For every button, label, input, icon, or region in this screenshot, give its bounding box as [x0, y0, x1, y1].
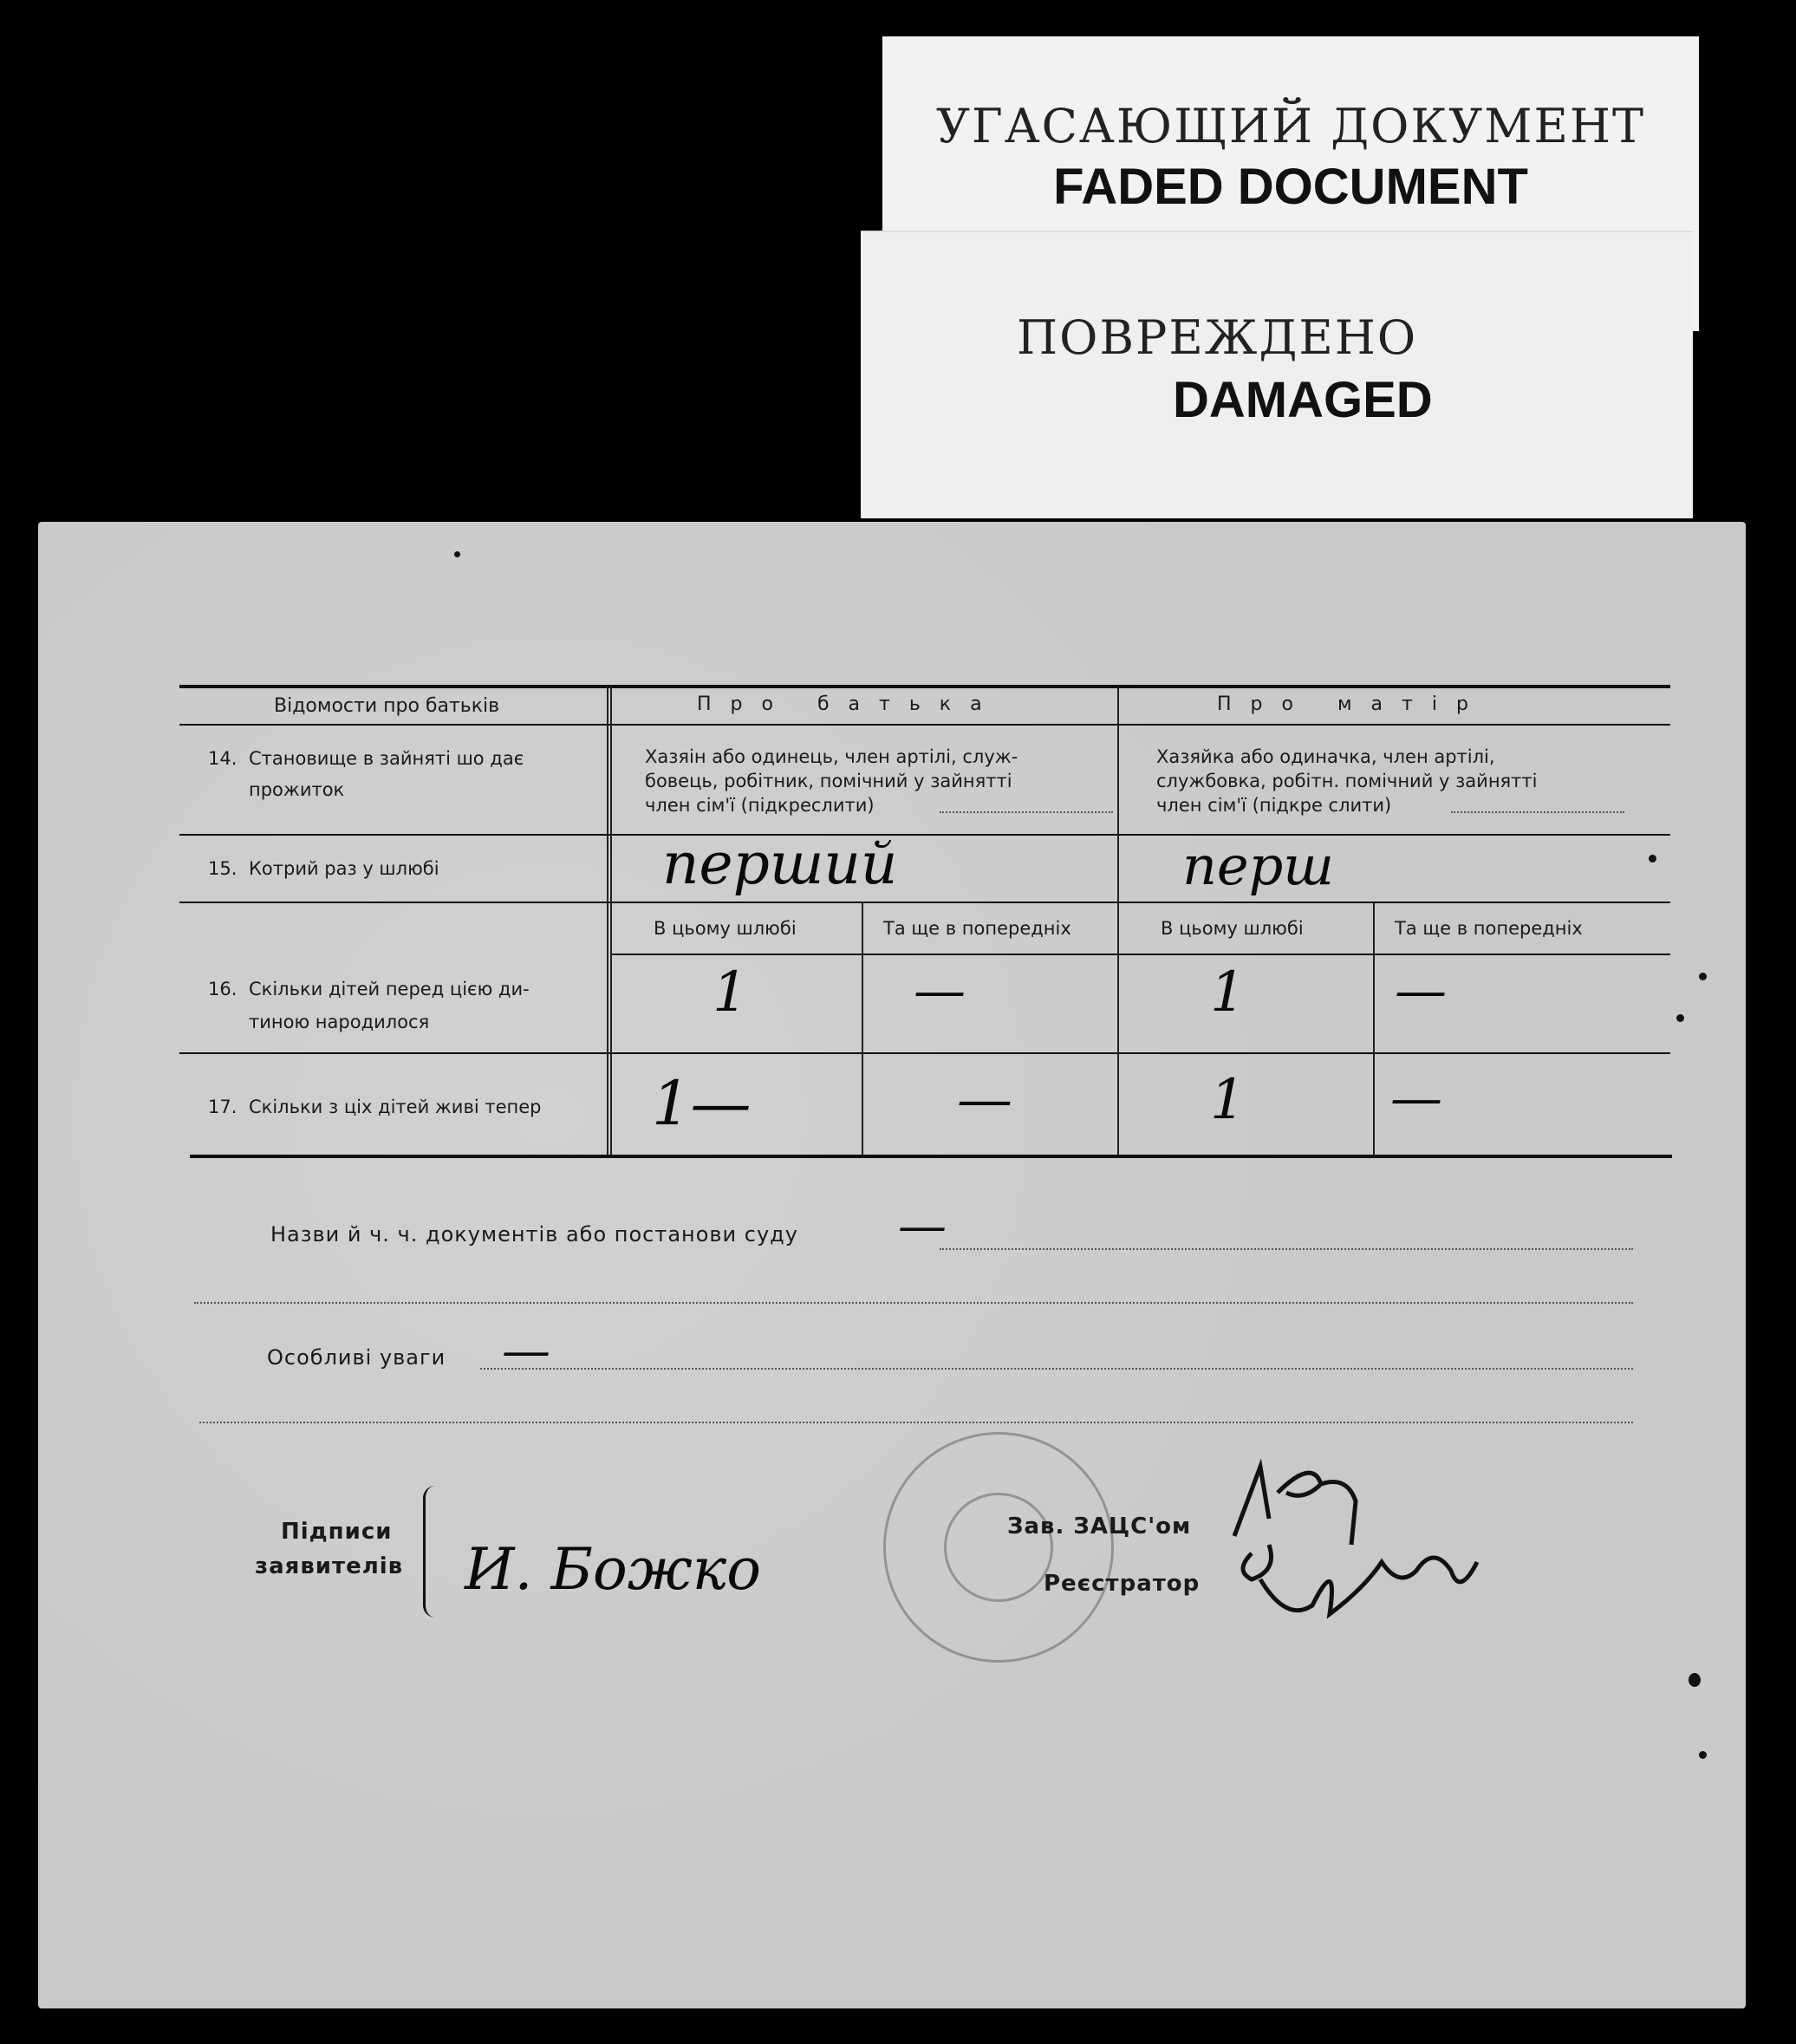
documents-label: Назви й ч. ч. документів або постанови суду	[270, 1222, 798, 1247]
row17-father-previous: —	[957, 1068, 1012, 1132]
official-signature-stroke	[1234, 1467, 1477, 1614]
subheader-mother-previous: Та ще в попередніх	[1395, 918, 1583, 939]
row15-mother-handwritten: перш	[1182, 834, 1335, 897]
row14-bottom-rule	[179, 834, 1670, 836]
notes-value: —	[502, 1323, 550, 1379]
faded-label-ru: УГАСАЮЩИЙ ДОКУМЕНТ	[935, 99, 1646, 153]
form-sheet	[38, 522, 1746, 2008]
row16-label-line1: Скільки дітей перед цією ди-	[249, 979, 530, 999]
subheader-father-previous: Та ще в попередніх	[883, 918, 1071, 939]
row14-mother-line3: член сім'ї (підкре слити)	[1156, 795, 1392, 816]
row17-number: 17.	[208, 1097, 238, 1117]
applicant-signature: И. Божко	[465, 1536, 761, 1603]
punch-mark	[1699, 1751, 1707, 1759]
row17-label: Скільки з ціх дітей живі тепер	[249, 1097, 542, 1117]
row14-number: 14.	[208, 748, 238, 769]
row14-label-line1: Становище в зайняті шо дає	[249, 748, 524, 769]
row14-father-line1: Хазяін або одинець, член артілі, служ-	[645, 746, 1018, 767]
row14-father-line2: бовець, робітник, помічний у зайнятті	[645, 771, 1012, 791]
faded-label-en: FADED DOCUMENT	[1053, 159, 1528, 215]
row17-mother-previous: —	[1390, 1068, 1442, 1129]
signatures-label-line1: Підписи	[281, 1519, 393, 1545]
documents-dotline-2	[194, 1302, 1633, 1304]
damaged-card	[861, 232, 1693, 518]
row17-mother-this: 1	[1210, 1068, 1246, 1132]
official-signatures-svg	[1200, 1441, 1546, 1649]
row16-bottom-rule	[179, 1052, 1670, 1054]
subheader-mother-this: В цьому шлюбі	[1161, 918, 1304, 939]
row16-mother-previous: —	[1395, 960, 1447, 1021]
documents-value: —	[898, 1198, 947, 1254]
damaged-label-ru: ПОВРЕЖДЕНО	[1017, 310, 1418, 365]
punch-mark	[1676, 1014, 1684, 1022]
header-mother: Про матір	[1217, 693, 1487, 715]
official-seal-inner	[944, 1493, 1053, 1602]
notes-dotline-2	[199, 1422, 1633, 1423]
row15-father-handwritten: перший	[662, 830, 898, 897]
header-bottom-rule	[179, 724, 1670, 726]
row15-bottom-rule	[179, 902, 1670, 903]
row16-mother-this: 1	[1210, 960, 1246, 1025]
punch-mark	[1649, 855, 1656, 863]
row16-label-line2: тиною народилося	[249, 1012, 430, 1032]
row15-number: 15.	[208, 858, 238, 879]
row14-father-dotline	[940, 811, 1113, 813]
row14-mother-line2: службовка, робітн. помічний у зайнятті	[1156, 771, 1538, 791]
signatures-label-line2: заявителів	[255, 1553, 404, 1579]
signatures-brace	[423, 1486, 452, 1618]
row14-mother-line1: Хазяйка або одиначка, член артілі,	[1156, 746, 1495, 767]
row17-father-this: 1—	[652, 1068, 752, 1139]
row16-father-previous: —	[914, 960, 966, 1021]
col-divider-info-2	[610, 687, 612, 1155]
punch-mark	[1689, 1673, 1701, 1687]
registrar-label: Реєстратор	[1044, 1571, 1201, 1597]
notes-dotline	[480, 1368, 1633, 1370]
row14-mother-dotline	[1451, 811, 1624, 813]
punch-mark	[454, 551, 460, 557]
table-bottom-rule	[190, 1155, 1672, 1158]
punch-mark	[1699, 973, 1707, 980]
col-divider-mother	[1117, 687, 1119, 1155]
subheader-father-this: В цьому шлюбі	[654, 918, 797, 939]
col-divider-info	[607, 687, 608, 1155]
row16-father-this: 1	[713, 960, 748, 1025]
row14-label-line2: прожиток	[249, 779, 345, 800]
header-father: Про батька	[697, 693, 1001, 715]
header-info: Відомости про батьків	[274, 695, 500, 717]
table-top-rule	[179, 685, 1670, 688]
damaged-label-en: DAMAGED	[1173, 372, 1433, 428]
col-divider-mother-sub	[1373, 903, 1375, 1155]
head-label: Зав. ЗАЦС'ом	[1007, 1513, 1192, 1540]
row16-number: 16.	[208, 979, 238, 999]
row14-father-line3: член сім'ї (підкреслити)	[645, 795, 875, 816]
subheader-bottom-rule	[610, 954, 1670, 955]
documents-dotline	[940, 1248, 1633, 1250]
col-divider-father-sub	[862, 903, 863, 1155]
notes-label: Особливі уваги	[267, 1345, 446, 1370]
row15-label: Котрий раз у шлюбі	[249, 858, 439, 879]
